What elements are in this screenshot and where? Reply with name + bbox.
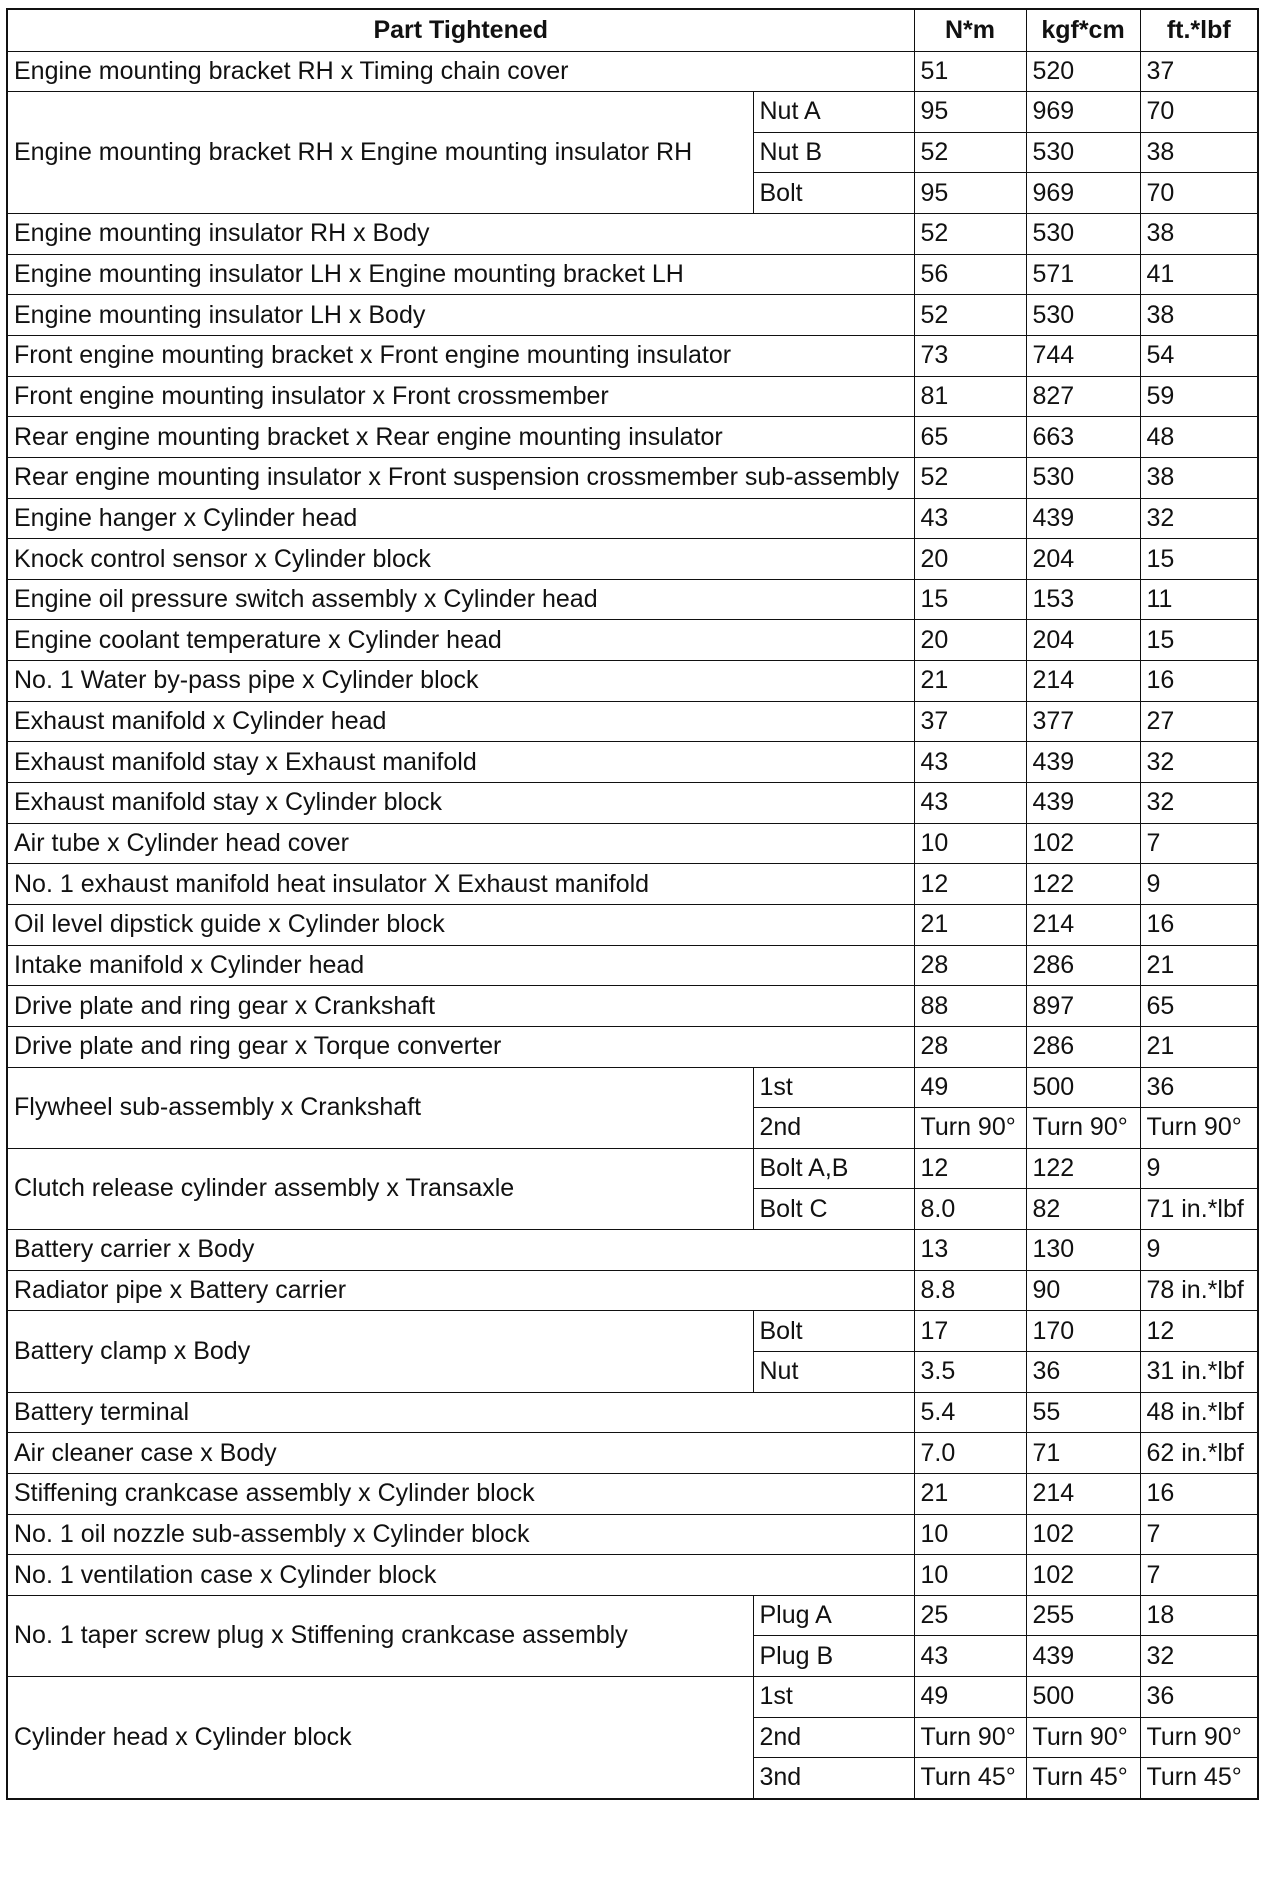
table-row xyxy=(7,214,1258,255)
torque-kgf-cm-cell: 744 xyxy=(1026,335,1140,376)
torque-kgf-cm-cell: 102 xyxy=(1026,1514,1140,1555)
part-tightened-cell: Engine mounting insulator LH x Body xyxy=(7,295,914,336)
fastener-step-cell: Bolt C xyxy=(753,1189,914,1230)
torque-ft-lbf-cell: 9 xyxy=(1140,864,1258,905)
table-row xyxy=(7,457,1258,498)
fastener-step-cell: Plug B xyxy=(753,1636,914,1677)
torque-kgf-cm-cell: 55 xyxy=(1026,1392,1140,1433)
table-row xyxy=(7,783,1258,824)
part-tightened-cell: Rear engine mounting insulator x Front suspension crossmember sub-assembly xyxy=(7,457,914,498)
torque-ft-lbf-cell: 62 in.*lbf xyxy=(1140,1433,1258,1474)
part-tightened-cell: Drive plate and ring gear x Torque converter xyxy=(7,1026,914,1067)
torque-ft-lbf-cell: 16 xyxy=(1140,1473,1258,1514)
torque-ft-lbf-cell: 70 xyxy=(1140,173,1258,214)
table-row xyxy=(7,823,1258,864)
torque-kgf-cm-cell: 130 xyxy=(1026,1230,1140,1271)
torque-kgf-cm-cell: 500 xyxy=(1026,1067,1140,1108)
part-tightened-cell: Exhaust manifold x Cylinder head xyxy=(7,701,914,742)
torque-nm-cell: 5.4 xyxy=(914,1392,1026,1433)
torque-kgf-cm-cell: 897 xyxy=(1026,986,1140,1027)
fastener-step-cell: 2nd xyxy=(753,1108,914,1149)
torque-kgf-cm-cell: 153 xyxy=(1026,579,1140,620)
part-tightened-cell: No. 1 exhaust manifold heat insulator X Exhaust manifold xyxy=(7,864,914,905)
torque-ft-lbf-cell: 65 xyxy=(1140,986,1258,1027)
part-tightened-cell: Knock control sensor x Cylinder block xyxy=(7,539,914,580)
torque-nm-cell: 28 xyxy=(914,945,1026,986)
table-row xyxy=(7,1473,1258,1514)
torque-nm-cell: Turn 90° xyxy=(914,1717,1026,1758)
torque-kgf-cm-cell: Turn 90° xyxy=(1026,1108,1140,1149)
part-tightened-cell: Engine mounting bracket RH x Engine mounting insulator RH xyxy=(7,92,753,214)
part-tightened-cell: Engine coolant temperature x Cylinder head xyxy=(7,620,914,661)
table-row xyxy=(7,1677,1258,1718)
torque-nm-cell: 28 xyxy=(914,1026,1026,1067)
torque-ft-lbf-cell: 12 xyxy=(1140,1311,1258,1352)
torque-kgf-cm-cell: 530 xyxy=(1026,132,1140,173)
torque-kgf-cm-cell: 500 xyxy=(1026,1677,1140,1718)
torque-ft-lbf-cell: 32 xyxy=(1140,1636,1258,1677)
table-row xyxy=(7,661,1258,702)
table-row xyxy=(7,701,1258,742)
part-tightened-cell: Engine oil pressure switch assembly x Cylinder head xyxy=(7,579,914,620)
torque-ft-lbf-cell: Turn 90° xyxy=(1140,1108,1258,1149)
torque-nm-cell: 43 xyxy=(914,1636,1026,1677)
fastener-step-cell: Plug A xyxy=(753,1595,914,1636)
torque-nm-cell: 52 xyxy=(914,214,1026,255)
torque-ft-lbf-cell: 36 xyxy=(1140,1677,1258,1718)
torque-nm-cell: 12 xyxy=(914,864,1026,905)
torque-kgf-cm-cell: 90 xyxy=(1026,1270,1140,1311)
torque-kgf-cm-cell: Turn 45° xyxy=(1026,1758,1140,1799)
torque-ft-lbf-cell: 48 xyxy=(1140,417,1258,458)
torque-kgf-cm-cell: 827 xyxy=(1026,376,1140,417)
torque-nm-cell: 20 xyxy=(914,620,1026,661)
torque-ft-lbf-cell: 38 xyxy=(1140,214,1258,255)
part-tightened-cell: No. 1 Water by-pass pipe x Cylinder block xyxy=(7,661,914,702)
table-row xyxy=(7,1392,1258,1433)
torque-kgf-cm-cell: 102 xyxy=(1026,823,1140,864)
fastener-step-cell: Nut xyxy=(753,1352,914,1393)
torque-kgf-cm-cell: 214 xyxy=(1026,661,1140,702)
torque-nm-cell: 15 xyxy=(914,579,1026,620)
torque-nm-cell: 51 xyxy=(914,51,1026,92)
torque-nm-cell: 21 xyxy=(914,661,1026,702)
table-row xyxy=(7,1595,1258,1636)
table-row xyxy=(7,945,1258,986)
torque-ft-lbf-cell: 70 xyxy=(1140,92,1258,133)
torque-ft-lbf-cell: 9 xyxy=(1140,1230,1258,1271)
table-row xyxy=(7,335,1258,376)
torque-kgf-cm-cell: Turn 90° xyxy=(1026,1717,1140,1758)
torque-kgf-cm-cell: 663 xyxy=(1026,417,1140,458)
torque-kgf-cm-cell: 439 xyxy=(1026,742,1140,783)
table-row xyxy=(7,92,1258,133)
torque-ft-lbf-cell: 15 xyxy=(1140,539,1258,580)
torque-nm-cell: Turn 90° xyxy=(914,1108,1026,1149)
part-tightened-cell: Engine mounting insulator RH x Body xyxy=(7,214,914,255)
table-row xyxy=(7,417,1258,458)
fastener-step-cell: 1st xyxy=(753,1677,914,1718)
torque-kgf-cm-cell: 571 xyxy=(1026,254,1140,295)
part-tightened-cell: Radiator pipe x Battery carrier xyxy=(7,1270,914,1311)
fastener-step-cell: Bolt xyxy=(753,173,914,214)
torque-ft-lbf-cell: 37 xyxy=(1140,51,1258,92)
part-tightened-cell: Battery carrier x Body xyxy=(7,1230,914,1271)
table-row xyxy=(7,1067,1258,1108)
part-tightened-cell: Front engine mounting insulator x Front crossmember xyxy=(7,376,914,417)
torque-nm-cell: 65 xyxy=(914,417,1026,458)
torque-kgf-cm-cell: 286 xyxy=(1026,945,1140,986)
torque-nm-cell: 49 xyxy=(914,1067,1026,1108)
part-tightened-cell: Exhaust manifold stay x Exhaust manifold xyxy=(7,742,914,783)
torque-nm-cell: 10 xyxy=(914,1555,1026,1596)
torque-ft-lbf-cell: 27 xyxy=(1140,701,1258,742)
torque-kgf-cm-cell: 439 xyxy=(1026,498,1140,539)
torque-ft-lbf-cell: 21 xyxy=(1140,1026,1258,1067)
torque-nm-cell: 20 xyxy=(914,539,1026,580)
torque-nm-cell: 3.5 xyxy=(914,1352,1026,1393)
torque-ft-lbf-cell: 41 xyxy=(1140,254,1258,295)
fastener-step-cell: Bolt xyxy=(753,1311,914,1352)
table-row xyxy=(7,1311,1258,1352)
torque-nm-cell: 8.8 xyxy=(914,1270,1026,1311)
table-row xyxy=(7,579,1258,620)
part-tightened-cell: Rear engine mounting bracket x Rear engine mounting insulator xyxy=(7,417,914,458)
torque-ft-lbf-cell: 7 xyxy=(1140,823,1258,864)
table-row xyxy=(7,51,1258,92)
torque-nm-cell: 43 xyxy=(914,783,1026,824)
torque-kgf-cm-cell: 122 xyxy=(1026,1148,1140,1189)
torque-kgf-cm-cell: 102 xyxy=(1026,1555,1140,1596)
part-tightened-cell: Exhaust manifold stay x Cylinder block xyxy=(7,783,914,824)
torque-nm-cell: 37 xyxy=(914,701,1026,742)
torque-nm-cell: 25 xyxy=(914,1595,1026,1636)
part-tightened-cell: No. 1 ventilation case x Cylinder block xyxy=(7,1555,914,1596)
table-body xyxy=(7,51,1258,1799)
table-row xyxy=(7,904,1258,945)
torque-ft-lbf-cell: 18 xyxy=(1140,1595,1258,1636)
torque-kgf-cm-cell: 82 xyxy=(1026,1189,1140,1230)
torque-nm-cell: 43 xyxy=(914,498,1026,539)
table-row xyxy=(7,1514,1258,1555)
torque-kgf-cm-cell: 530 xyxy=(1026,457,1140,498)
table-row xyxy=(7,295,1258,336)
torque-ft-lbf-cell: 54 xyxy=(1140,335,1258,376)
torque-ft-lbf-cell: 38 xyxy=(1140,457,1258,498)
torque-ft-lbf-cell: 16 xyxy=(1140,661,1258,702)
torque-nm-cell: 7.0 xyxy=(914,1433,1026,1474)
table-row xyxy=(7,539,1258,580)
table-header xyxy=(7,9,1258,51)
torque-nm-cell: 21 xyxy=(914,1473,1026,1514)
part-tightened-cell: Engine hanger x Cylinder head xyxy=(7,498,914,539)
torque-kgf-cm-cell: 204 xyxy=(1026,620,1140,661)
torque-ft-lbf-cell: 31 in.*lbf xyxy=(1140,1352,1258,1393)
torque-kgf-cm-cell: 36 xyxy=(1026,1352,1140,1393)
part-tightened-cell: No. 1 oil nozzle sub-assembly x Cylinder block xyxy=(7,1514,914,1555)
part-tightened-cell: Oil level dipstick guide x Cylinder block xyxy=(7,904,914,945)
torque-kgf-cm-cell: 439 xyxy=(1026,783,1140,824)
table-row xyxy=(7,1026,1258,1067)
header-ft-lbf: ft.*lbf xyxy=(1140,9,1258,51)
torque-ft-lbf-cell: 11 xyxy=(1140,579,1258,620)
part-tightened-cell: Air cleaner case x Body xyxy=(7,1433,914,1474)
torque-nm-cell: 52 xyxy=(914,457,1026,498)
torque-kgf-cm-cell: 530 xyxy=(1026,214,1140,255)
torque-nm-cell: 12 xyxy=(914,1148,1026,1189)
torque-ft-lbf-cell: 9 xyxy=(1140,1148,1258,1189)
torque-nm-cell: 52 xyxy=(914,295,1026,336)
fastener-step-cell: Nut A xyxy=(753,92,914,133)
torque-kgf-cm-cell: 122 xyxy=(1026,864,1140,905)
torque-kgf-cm-cell: 214 xyxy=(1026,1473,1140,1514)
header-row xyxy=(7,9,1258,51)
torque-ft-lbf-cell: 71 in.*lbf xyxy=(1140,1189,1258,1230)
torque-kgf-cm-cell: 377 xyxy=(1026,701,1140,742)
part-tightened-cell: Cylinder head x Cylinder block xyxy=(7,1677,753,1799)
fastener-step-cell: 2nd xyxy=(753,1717,914,1758)
torque-ft-lbf-cell: 78 in.*lbf xyxy=(1140,1270,1258,1311)
torque-nm-cell: Turn 45° xyxy=(914,1758,1026,1799)
part-tightened-cell: Stiffening crankcase assembly x Cylinder block xyxy=(7,1473,914,1514)
torque-nm-cell: 49 xyxy=(914,1677,1026,1718)
torque-ft-lbf-cell: Turn 45° xyxy=(1140,1758,1258,1799)
torque-kgf-cm-cell: 439 xyxy=(1026,1636,1140,1677)
table-row xyxy=(7,498,1258,539)
torque-ft-lbf-cell: 48 in.*lbf xyxy=(1140,1392,1258,1433)
torque-ft-lbf-cell: 36 xyxy=(1140,1067,1258,1108)
table-row xyxy=(7,864,1258,905)
torque-kgf-cm-cell: 530 xyxy=(1026,295,1140,336)
torque-kgf-cm-cell: 969 xyxy=(1026,92,1140,133)
part-tightened-cell: Drive plate and ring gear x Crankshaft xyxy=(7,986,914,1027)
torque-ft-lbf-cell: 16 xyxy=(1140,904,1258,945)
torque-ft-lbf-cell: Turn 90° xyxy=(1140,1717,1258,1758)
torque-ft-lbf-cell: 7 xyxy=(1140,1514,1258,1555)
table-row xyxy=(7,742,1258,783)
torque-ft-lbf-cell: 38 xyxy=(1140,295,1258,336)
part-tightened-cell: Flywheel sub-assembly x Crankshaft xyxy=(7,1067,753,1148)
torque-ft-lbf-cell: 21 xyxy=(1140,945,1258,986)
torque-ft-lbf-cell: 32 xyxy=(1140,498,1258,539)
part-tightened-cell: Battery clamp x Body xyxy=(7,1311,753,1392)
torque-kgf-cm-cell: 71 xyxy=(1026,1433,1140,1474)
header-nm: N*m xyxy=(914,9,1026,51)
torque-nm-cell: 56 xyxy=(914,254,1026,295)
part-tightened-cell: Air tube x Cylinder head cover xyxy=(7,823,914,864)
fastener-step-cell: Bolt A,B xyxy=(753,1148,914,1189)
torque-kgf-cm-cell: 204 xyxy=(1026,539,1140,580)
header-part-tightened: Part Tightened xyxy=(7,9,914,51)
part-tightened-cell: Clutch release cylinder assembly x Transaxle xyxy=(7,1148,753,1229)
table-row xyxy=(7,620,1258,661)
torque-ft-lbf-cell: 32 xyxy=(1140,783,1258,824)
part-tightened-cell: Engine mounting insulator LH x Engine mounting bracket LH xyxy=(7,254,914,295)
torque-nm-cell: 95 xyxy=(914,92,1026,133)
part-tightened-cell: Engine mounting bracket RH x Timing chain cover xyxy=(7,51,914,92)
torque-kgf-cm-cell: 286 xyxy=(1026,1026,1140,1067)
table-row xyxy=(7,1230,1258,1271)
torque-spec-table xyxy=(6,8,1259,1800)
header-kgf-cm: kgf*cm xyxy=(1026,9,1140,51)
part-tightened-cell: Intake manifold x Cylinder head xyxy=(7,945,914,986)
torque-nm-cell: 13 xyxy=(914,1230,1026,1271)
table-row xyxy=(7,1433,1258,1474)
torque-ft-lbf-cell: 15 xyxy=(1140,620,1258,661)
fastener-step-cell: 3nd xyxy=(753,1758,914,1799)
torque-ft-lbf-cell: 7 xyxy=(1140,1555,1258,1596)
torque-nm-cell: 10 xyxy=(914,823,1026,864)
table-row xyxy=(7,376,1258,417)
torque-kgf-cm-cell: 214 xyxy=(1026,904,1140,945)
torque-kgf-cm-cell: 170 xyxy=(1026,1311,1140,1352)
part-tightened-cell: Front engine mounting bracket x Front engine mounting insulator xyxy=(7,335,914,376)
torque-nm-cell: 43 xyxy=(914,742,1026,783)
torque-nm-cell: 52 xyxy=(914,132,1026,173)
torque-nm-cell: 88 xyxy=(914,986,1026,1027)
torque-nm-cell: 95 xyxy=(914,173,1026,214)
table-row xyxy=(7,254,1258,295)
torque-nm-cell: 81 xyxy=(914,376,1026,417)
torque-ft-lbf-cell: 38 xyxy=(1140,132,1258,173)
torque-kgf-cm-cell: 255 xyxy=(1026,1595,1140,1636)
torque-nm-cell: 10 xyxy=(914,1514,1026,1555)
part-tightened-cell: No. 1 taper screw plug x Stiffening crankcase assembly xyxy=(7,1595,753,1676)
torque-nm-cell: 17 xyxy=(914,1311,1026,1352)
part-tightened-cell: Battery terminal xyxy=(7,1392,914,1433)
table-row xyxy=(7,1270,1258,1311)
table-row xyxy=(7,986,1258,1027)
fastener-step-cell: 1st xyxy=(753,1067,914,1108)
torque-kgf-cm-cell: 969 xyxy=(1026,173,1140,214)
torque-nm-cell: 73 xyxy=(914,335,1026,376)
torque-ft-lbf-cell: 59 xyxy=(1140,376,1258,417)
torque-ft-lbf-cell: 32 xyxy=(1140,742,1258,783)
table-row xyxy=(7,1555,1258,1596)
table-row xyxy=(7,1148,1258,1189)
torque-nm-cell: 21 xyxy=(914,904,1026,945)
torque-nm-cell: 8.0 xyxy=(914,1189,1026,1230)
fastener-step-cell: Nut B xyxy=(753,132,914,173)
torque-kgf-cm-cell: 520 xyxy=(1026,51,1140,92)
